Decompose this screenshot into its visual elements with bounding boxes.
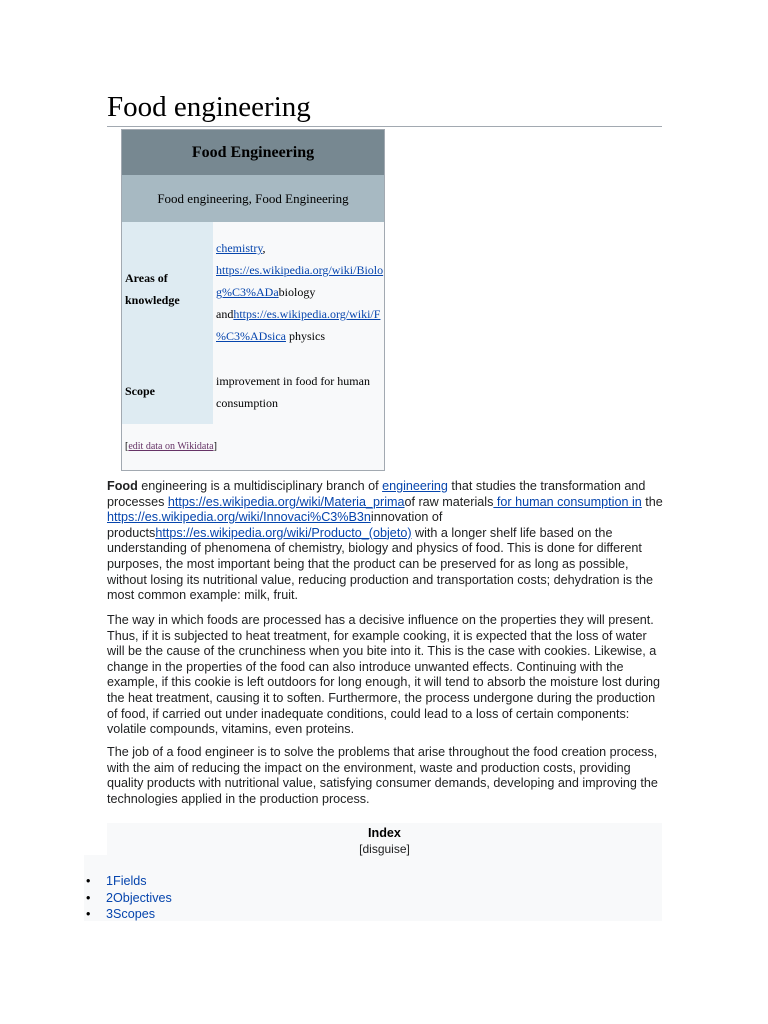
- bullet-icon: •: [86, 907, 91, 921]
- toc-hide-toggle[interactable]: [disguise]: [359, 842, 410, 856]
- innovation-link[interactable]: https://es.wikipedia.org/wiki/Innovaci%C3%B3n: [107, 510, 371, 525]
- physics-link[interactable]: https://es.wikipedia.org/wiki/F: [233, 307, 381, 321]
- bullet-icon: •: [86, 874, 91, 888]
- infobox-header: Food Engineering: [122, 130, 384, 175]
- paragraph-job: The job of a food engineer is to solve the problems that arise throughout the food creation process, with the aim of reducing the impact on the environment, waste and production costs, providing quality products with nutritional value, satisfying consumer demands, developing and improving the technologies applied in the production process.: [107, 745, 658, 806]
- toc-list: [86, 873, 172, 923]
- infobox-area-line-4: andhttps://es.wikipedia.org/wiki/F: [216, 307, 381, 321]
- page-title: Food engineering: [107, 88, 662, 127]
- toc-item-scopes[interactable]: 3Scopes: [106, 907, 156, 921]
- infobox: [121, 129, 385, 471]
- toc-title: Index: [368, 826, 401, 840]
- paragraph-processing: The way in which foods are processed has a decisive influence on the properties they will present. Thus, if it is subjected to heat treatment, for example cooking, it is expected that the loss of water will be the cause of the crunchiness when you bite into it. This is the case with cookies. Likewise, a change in the properties of the food can also introduce unwanted effects. Continuing with the example, if this cookie is left outdoors for long enough, it will tend to absorb the moisture lost during the heat treatment, causing it to soften. Furthermore, the process undergone during the production of food, if carried out under inadequate conditions, could lead to a loss of certain components: volatile compounds, vitamins, even proteins.: [107, 613, 661, 737]
- edit-wikidata-link[interactable]: edit data on Wikidata: [128, 441, 214, 452]
- infobox-subheader: Food engineering, Food Engineering: [122, 175, 384, 222]
- human-consumption-link[interactable]: for human consumption in: [493, 494, 642, 509]
- infobox-area-line-2: [216, 259, 384, 281]
- infobox-scope-label: Scope: [125, 384, 155, 398]
- table-of-contents: [107, 823, 662, 921]
- list-item: [86, 873, 172, 890]
- list-item: [86, 906, 172, 923]
- paragraph-intro: Food engineering is a multidisciplinary branch of engineering that studies the transformation and processes https://es.wikipedia.org/wiki/Materia_primaof raw materials for human consumption in the https://es.wikipedia.org/wiki/Innovaci%C3%B3ninnovation of productshttps://es.wikipedia.org/wiki/Producto_(objeto) with a longer shelf life based on the understanding of phenomena of chemistry, biology and physics of food. This is done for different purposes, the most important being that the product can be preserved for as long as possible, without losing its nutritional value, reducing production and transportation costs; dehydration is the most common example: milk, fruit.: [107, 479, 663, 603]
- product-link[interactable]: https://es.wikipedia.org/wiki/Producto_(objeto): [155, 525, 412, 540]
- engineering-link[interactable]: engineering: [382, 479, 448, 493]
- physics-link-cont[interactable]: %C3%ADsica: [216, 329, 286, 343]
- infobox-areas-label: Areas of knowledge: [125, 271, 180, 307]
- infobox-area-line-1: chemistry,: [216, 241, 266, 255]
- infobox-edit: [edit data on Wikidata]: [125, 441, 217, 452]
- raw-materials-link[interactable]: https://es.wikipedia.org/wiki/Materia_prima: [167, 494, 405, 509]
- infobox-area-line-5: %C3%ADsica physics: [216, 329, 325, 343]
- infobox-areas-value: [216, 237, 384, 347]
- bullet-icon: •: [86, 890, 91, 905]
- chemistry-link[interactable]: chemistry: [216, 241, 263, 255]
- toc-item-objectives[interactable]: 2Objectives: [106, 890, 172, 905]
- list-item: [86, 890, 172, 907]
- toc-item-fields[interactable]: 1Fields: [106, 874, 147, 888]
- biology-link-cont[interactable]: g%C3%ADa: [216, 285, 279, 299]
- biology-link[interactable]: https://es.wikipedia.org/wiki/Biolo: [216, 263, 384, 277]
- infobox-area-line-3: g%C3%ADabiology: [216, 285, 316, 299]
- infobox-scope-value: improvement in food for human consumption: [216, 374, 370, 410]
